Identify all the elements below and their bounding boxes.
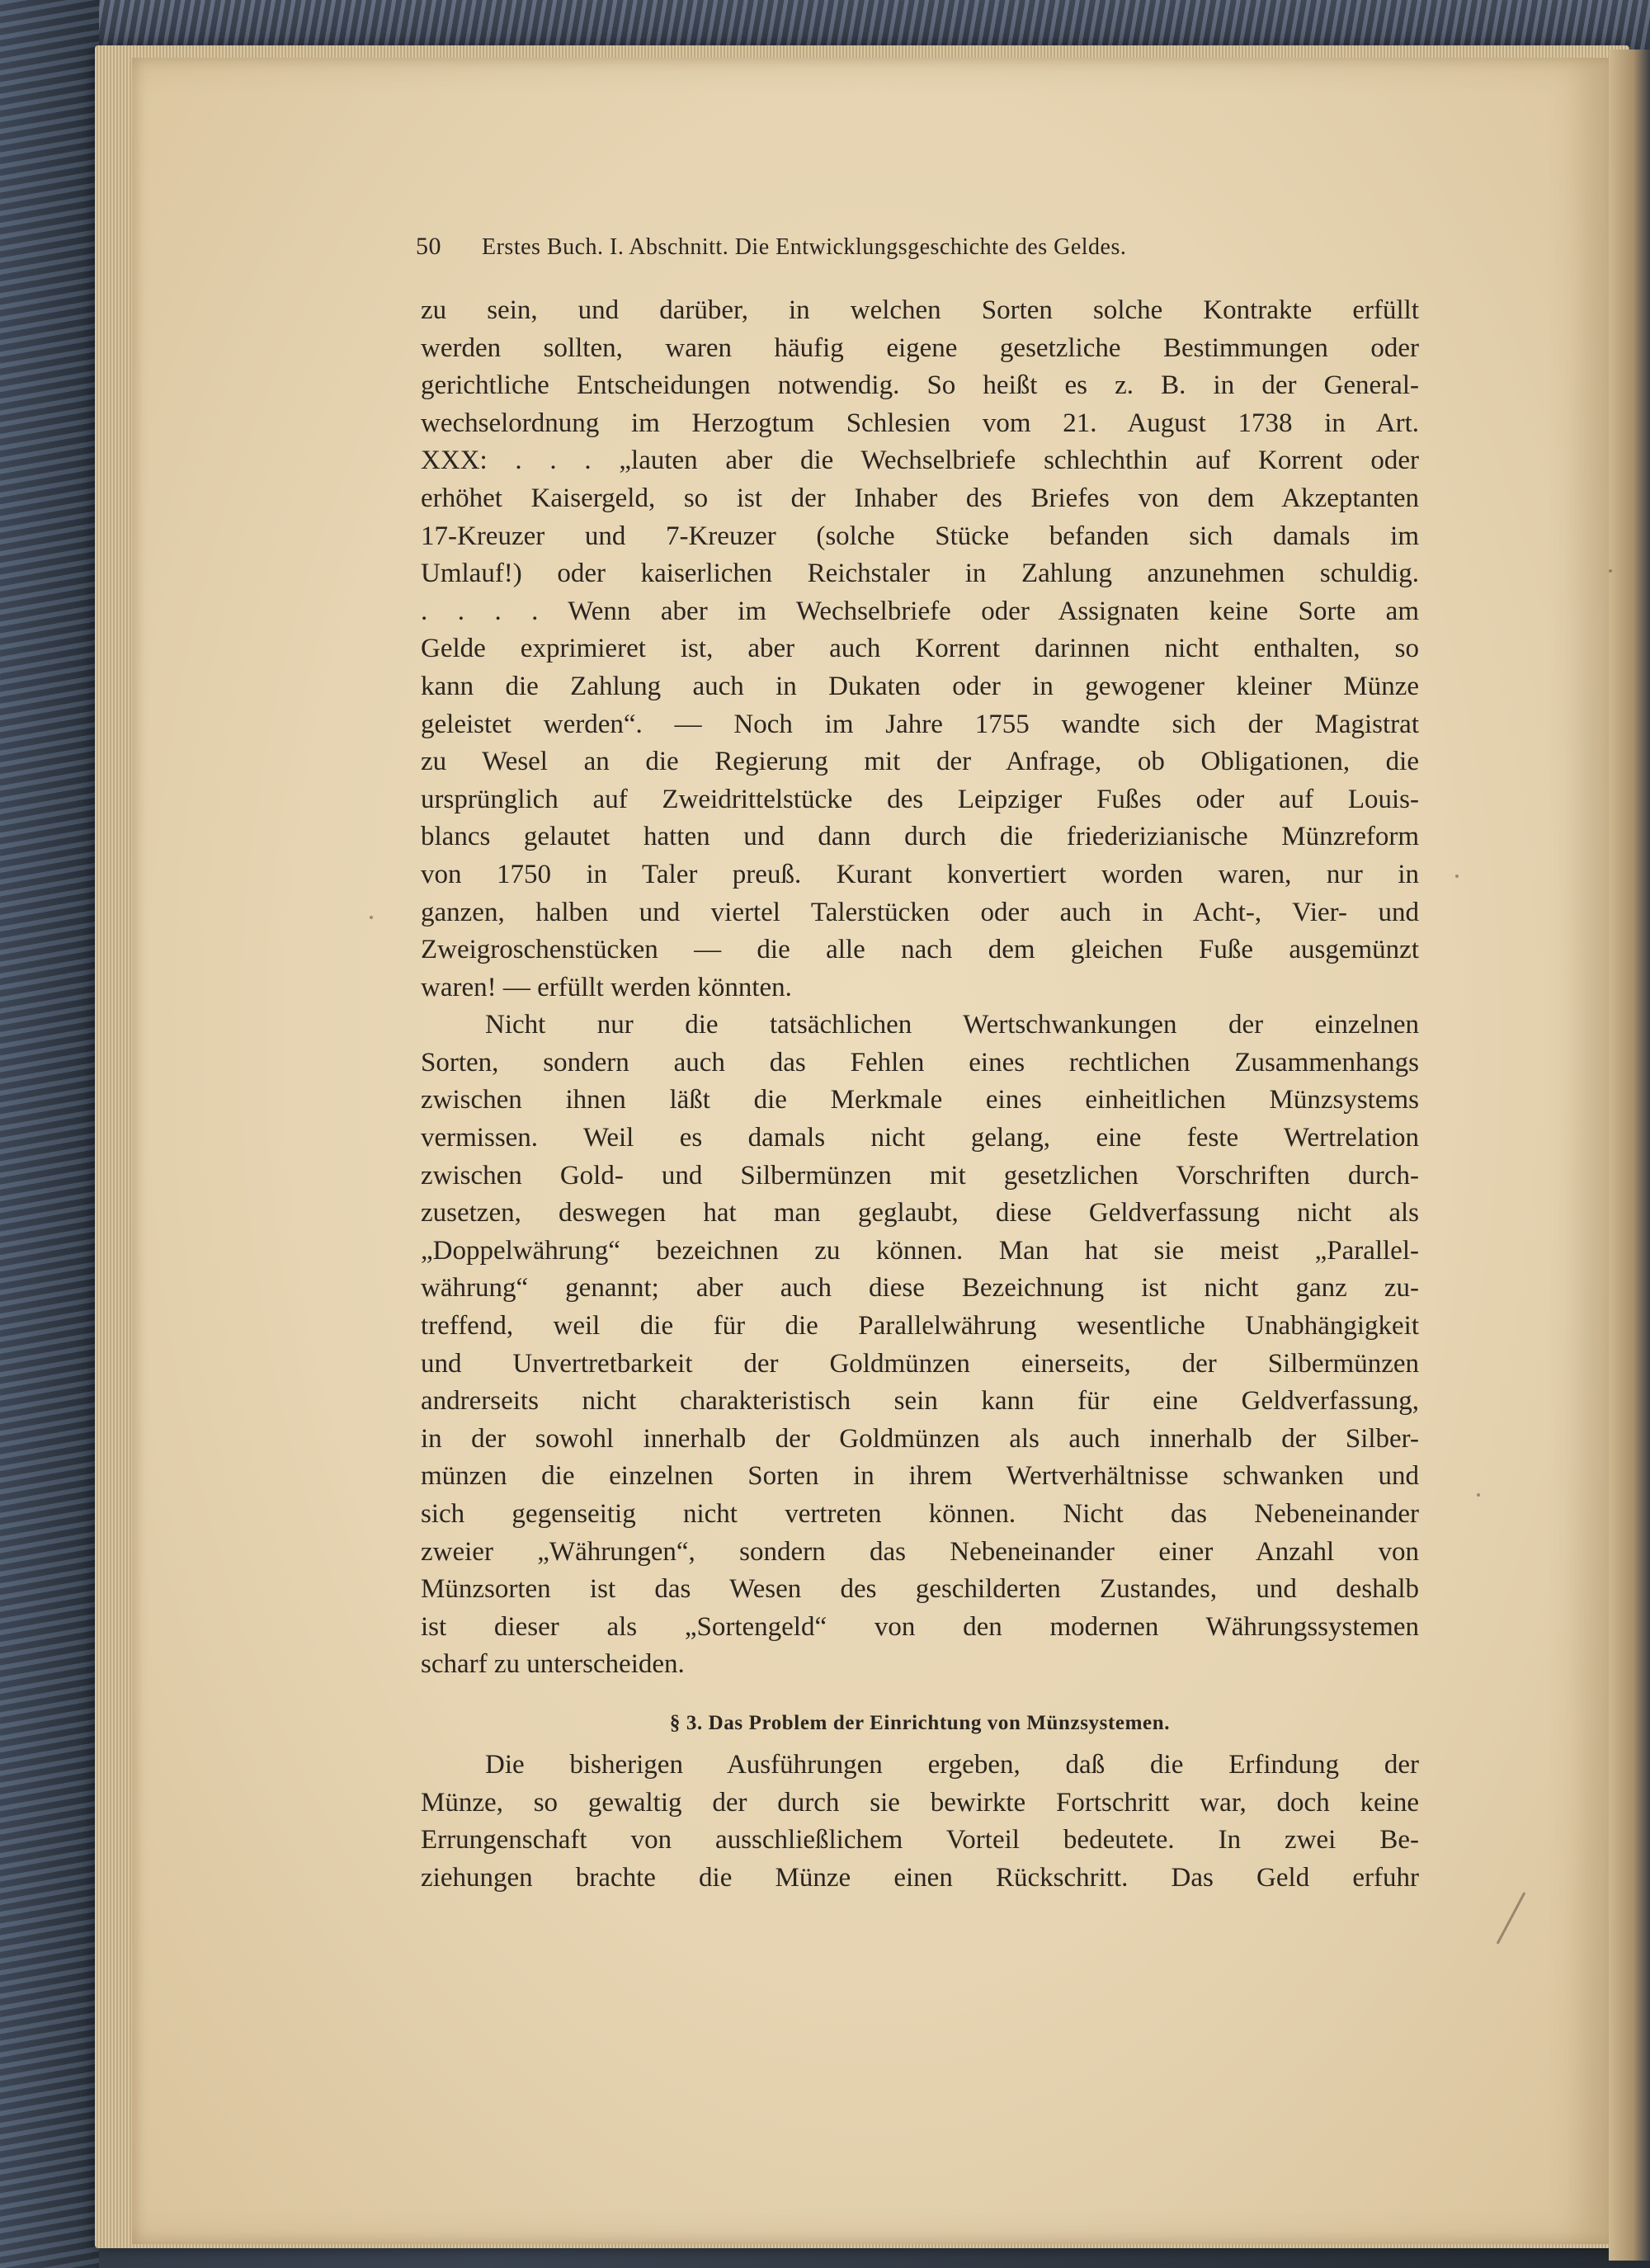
text-line: erhöhet Kaisergeld, so ist der Inhaber des Briefes von dem Akzeptanten [421, 483, 1419, 513]
paragraph-2 [421, 1007, 1419, 1684]
text-line: Münze, so gewaltig der durch sie bewirkte Fortschritt war, doch keine [421, 1787, 1419, 1818]
text-line: in der sowohl innerhalb der Goldmünzen als auch innerhalb der Silber- [421, 1423, 1419, 1454]
paper-speck [1455, 875, 1459, 878]
text-line: und Unvertretbarkeit der Goldmünzen einerseits, der Silbermünzen [421, 1348, 1419, 1379]
paragraph-1 [421, 292, 1419, 1007]
text-line: währung“ genannt; aber auch diese Bezeichnung ist nicht ganz zu- [421, 1273, 1419, 1304]
text-line: zusetzen, deswegen hat man geglaubt, diese Geldverfassung nicht als [421, 1198, 1419, 1228]
text-line: „Doppelwährung“ bezeichnen zu können. Man hat sie meist „Parallel- [421, 1235, 1419, 1266]
book-gutter [1609, 50, 1650, 2261]
text-line: wechselordnung im Herzogtum Schlesien vom 21. August 1738 in Art. [421, 408, 1419, 438]
text-line: werden sollten, waren häufig eigene gesetzliche Bestimmungen oder [421, 332, 1419, 363]
text-line: Nicht nur die tatsächlichen Wertschwankungen der einzelnen [485, 1010, 1419, 1040]
text-line: gerichtliche Entscheidungen notwendig. So heißt es z. B. in der General- [421, 370, 1419, 401]
text-line: Münzsorten ist das Wesen des geschilderten Zustandes, und deshalb [421, 1574, 1419, 1605]
text-line: XXX: . . . „lauten aber die Wechselbriefe schlechthin auf Korrent oder [421, 446, 1419, 476]
paper-speck [1609, 569, 1612, 573]
text-line: kann die Zahlung auch in Dukaten oder in gewogener kleiner Münze [421, 671, 1419, 701]
text-line: Die bisherigen Ausführungen ergeben, daß die Erfindung der [485, 1749, 1419, 1780]
paper-speck [370, 916, 373, 919]
running-head [416, 233, 1419, 261]
text-line: treffend, weil die für die Parallelwährung wesentliche Unabhängigkeit [421, 1311, 1419, 1341]
text-line: scharf zu unterscheiden. [421, 1649, 685, 1680]
text-line: zwischen Gold- und Silbermünzen mit gesetzlichen Vorschriften durch- [421, 1160, 1419, 1191]
running-title: Erstes Buch. I. Abschnitt. Die Entwicklungsgeschichte des Geldes. [482, 234, 1127, 260]
text-line: zu sein, und darüber, in welchen Sorten solche Kontrakte erfüllt [421, 295, 1419, 325]
cover-board-left [0, 0, 99, 2268]
text-line: andrerseits nicht charakteristisch sein kann für eine Geldverfassung, [421, 1386, 1419, 1417]
text-line: Sorten, sondern auch das Fehlen eines rechtlichen Zusammenhangs [421, 1047, 1419, 1077]
text-line: zu Wesel an die Regierung mit der Anfrage, ob Obligationen, die [421, 747, 1419, 777]
text-line: Errungenschaft von ausschließlichem Vorteil bedeutete. In zwei Be- [421, 1825, 1419, 1855]
section-heading: § 3. Das Problem der Einrichtung von Münzsystemen. [669, 1711, 1171, 1734]
text-line: münzen die einzelnen Sorten in ihrem Wertverhältnisse schwanken und [421, 1461, 1419, 1492]
text-line: geleistet werden“. — Noch im Jahre 1755 wandte sich der Magistrat [421, 709, 1419, 739]
text-line: ist dieser als „Sortengeld“ von den modernen Währungssystemen [421, 1611, 1419, 1642]
text-line: von 1750 in Taler preuß. Kurant konvertiert worden waren, nur in [421, 859, 1419, 889]
text-line: ziehungen brachte die Münze einen Rückschritt. Das Geld erfuhr [421, 1862, 1419, 1893]
page-text-block [416, 233, 1419, 1897]
text-line: zweier „Währungen“, sondern das Nebeneinander einer Anzahl von [421, 1536, 1419, 1567]
page-number: 50 [416, 233, 441, 260]
text-line: waren! — erfüllt werden könnten. [421, 972, 792, 1002]
text-line: 17-Kreuzer und 7-Kreuzer (solche Stücke befanden sich damals im [421, 521, 1419, 551]
text-line: Gelde exprimieret ist, aber auch Korrent darinnen nicht enthalten, so [421, 634, 1419, 664]
paragraph-3 [421, 1747, 1419, 1897]
text-line: Zweigroschenstücken — die alle nach dem gleichen Fuße ausgemünzt [421, 935, 1419, 965]
text-line: sich gegenseitig nicht vertreten können. Nicht das Nebeneinander [421, 1499, 1419, 1529]
paper-speck [1477, 1493, 1480, 1497]
text-line: ursprünglich auf Zweidrittelstücke des Leipziger Fußes oder auf Louis- [421, 784, 1419, 814]
text-line: . . . . Wenn aber im Wechselbriefe oder Assignaten keine Sorte am [421, 596, 1419, 626]
text-line: Umlauf!) oder kaiserlichen Reichstaler in Zahlung anzunehmen schuldig. [421, 559, 1419, 589]
text-line: zwischen ihnen läßt die Merkmale eines einheitlichen Münzsystems [421, 1085, 1419, 1115]
text-line: vermissen. Weil es damals nicht gelang, eine feste Wertrelation [421, 1123, 1419, 1153]
text-line: ganzen, halben und viertel Talerstücken oder auch in Acht-, Vier- und [421, 897, 1419, 927]
text-line: blancs gelautet hatten und dann durch die friederizianische Münzreform [421, 822, 1419, 852]
